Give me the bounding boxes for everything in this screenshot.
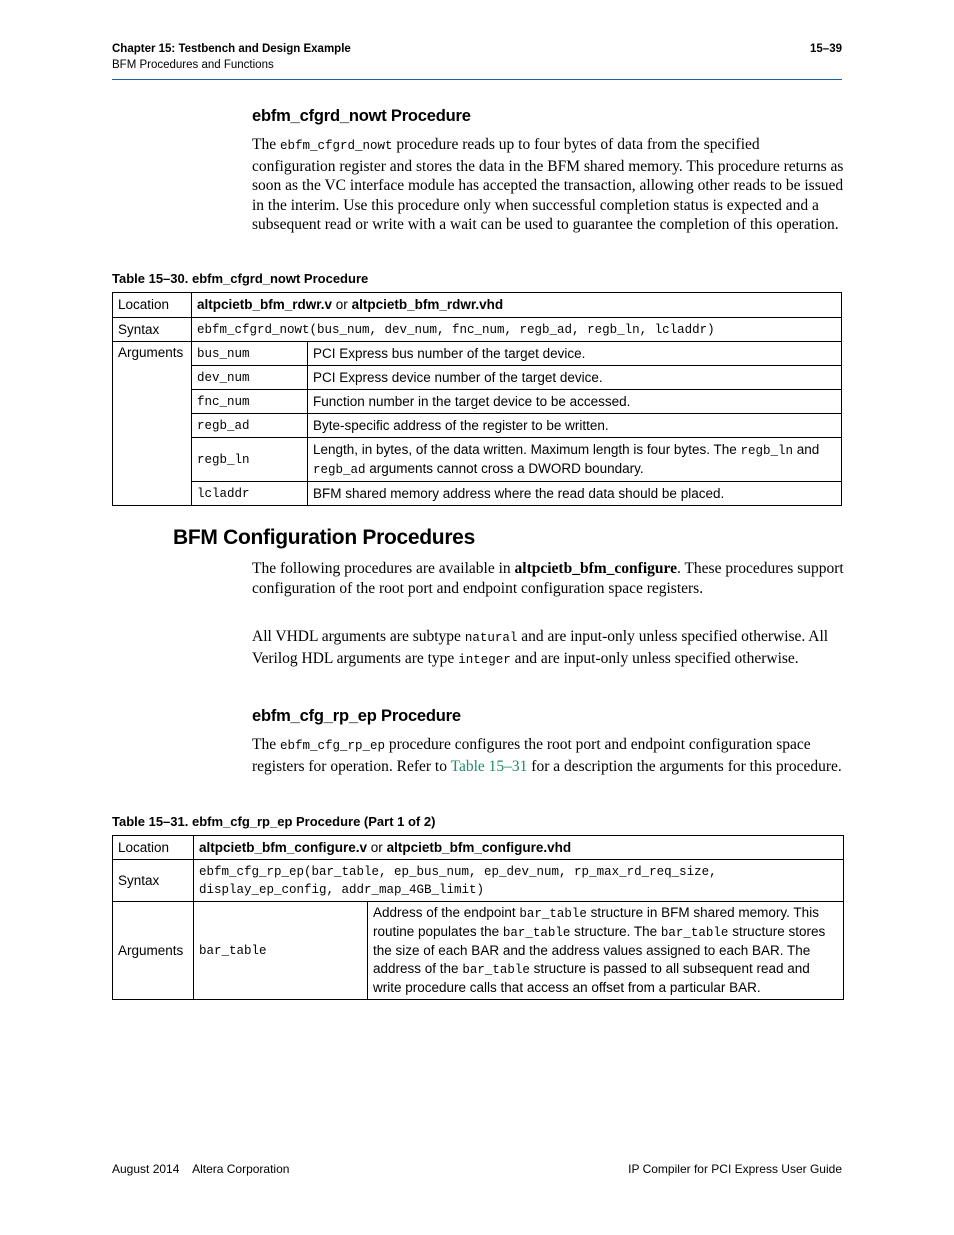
arg-desc	[368, 902, 844, 1000]
syntax-line: display_ep_config, addr_map_4GB_limit)	[199, 882, 485, 897]
arg-desc: Function number in the target device to be accessed.	[308, 390, 842, 414]
text-run: structure. The	[570, 924, 661, 939]
text-run: structure stores the size of each BAR and the address values assigned to each BAR. The address of the	[373, 924, 826, 976]
inline-code: integer	[458, 652, 511, 667]
inline-code: bar_table	[502, 926, 571, 940]
syntax-value	[194, 860, 844, 902]
table-caption-15-31: Table 15–31. ebfm_cfg_rp_ep Procedure (Part 1 of 2)	[112, 814, 436, 829]
text-run: Address of the endpoint	[373, 905, 520, 920]
text-run: structure is passed to all subsequent read and write procedure calls that access an offset from a particular BAR.	[373, 961, 810, 995]
text-run: or	[367, 839, 387, 855]
bfm-config-paragraph-1	[252, 559, 844, 598]
table-row	[113, 342, 842, 366]
table-row	[113, 390, 842, 414]
location-file-v: altpcietb_bfm_rdwr.v	[197, 297, 333, 312]
heading-cfg-rp-ep: ebfm_cfg_rp_ep Procedure	[252, 707, 461, 725]
text-run: procedure configures the root port and endpoint configuration space registers for operation. Refer to	[252, 736, 811, 775]
arg-name: bus_num	[192, 342, 308, 366]
table-link[interactable]: Table 15–31	[450, 757, 528, 775]
text-run: arguments cannot cross a DWORD boundary.	[365, 460, 644, 476]
page-header	[112, 43, 842, 80]
arg-desc: Byte-specific address of the register to be written.	[308, 414, 842, 438]
syntax-label: Syntax	[113, 318, 192, 342]
text-run: The	[252, 736, 280, 753]
heading-cfgrd-nowt: ebfm_cfgrd_nowt Procedure	[252, 107, 471, 125]
cfg-rp-ep-paragraph	[252, 735, 844, 776]
inline-code: natural	[464, 631, 518, 645]
inline-code: bar_table	[462, 963, 530, 977]
arguments-label: Arguments	[113, 902, 194, 1000]
table-row	[113, 318, 842, 342]
text-run: All VHDL arguments are subtype	[252, 628, 465, 645]
heading-bfm-configuration: BFM Configuration Procedures	[173, 526, 475, 549]
bold-term: altpcietb_bfm_configure	[514, 560, 677, 577]
syntax-value: ebfm_cfgrd_nowt(bus_num, dev_num, fnc_num, regb_ad, regb_ln, lcladdr)	[192, 318, 842, 342]
arg-name: bar_table	[194, 902, 368, 1000]
syntax-label: Syntax	[113, 860, 194, 902]
text-run: and are input-only unless specified otherwise.	[510, 649, 799, 667]
arg-name: lcladdr	[192, 482, 308, 506]
table-15-31	[112, 835, 844, 1000]
text-run: and are input-only unless specified otherwise. All Verilog HDL arguments are type	[252, 628, 829, 667]
inline-code: ebfm_cfg_rp_ep	[279, 739, 386, 753]
section-name: BFM Procedures and Functions	[112, 59, 274, 71]
text-run: The	[252, 136, 280, 153]
cfgrd-nowt-paragraph	[252, 135, 844, 235]
arg-name: dev_num	[192, 366, 308, 390]
arg-name: regb_ln	[192, 438, 308, 482]
text-run: Length, in bytes, of the data written. Maximum length is four bytes. The	[313, 441, 741, 457]
text-run: procedure reads up to four bytes of data from the specified configuration register and stores the data in the BFM shared memory. This procedure returns as soon as the VC interface module has accepted the transaction, allowing other reads to be issued in the interim. Use this procedure only when successful completion status is expected and a subsequent read or write with a wait can be used to guarantee the completion of this operation.	[252, 136, 844, 234]
table-row	[113, 902, 844, 1000]
chapter-title: Chapter 15: Testbench and Design Example	[112, 43, 351, 55]
footer-right: IP Compiler for PCI Express User Guide	[628, 1162, 842, 1176]
table-row	[113, 293, 842, 318]
syntax-line: ebfm_cfg_rp_ep(bar_table, ep_bus_num, ep_dev_num, rp_max_rd_req_size,	[199, 864, 717, 879]
arg-desc: PCI Express device number of the target device.	[308, 366, 842, 390]
arg-desc: BFM shared memory address where the read data should be placed.	[308, 482, 842, 506]
inline-code: regb_ad	[313, 462, 366, 477]
table-row	[113, 860, 844, 902]
page-number: 15–39	[810, 43, 842, 55]
bfm-config-paragraph-2	[252, 627, 844, 670]
table-15-30	[112, 292, 842, 506]
location-label: Location	[113, 836, 194, 860]
text-run: or	[332, 297, 352, 312]
table-row	[113, 482, 842, 506]
arg-desc	[308, 438, 842, 482]
footer-left: August 2014 Altera Corporation	[112, 1162, 290, 1176]
location-file-vhd: altpcietb_bfm_rdwr.vhd	[351, 297, 504, 312]
arg-desc: PCI Express bus number of the target device.	[308, 342, 842, 366]
text-run: structure in BFM shared memory. This routine populates the	[373, 905, 819, 939]
inline-code: bar_table	[519, 907, 587, 921]
location-file-vhd: altpcietb_bfm_configure.vhd	[386, 839, 572, 855]
inline-code: ebfm_cfgrd_nowt	[279, 139, 393, 153]
arg-name: regb_ad	[192, 414, 308, 438]
text-run: . These procedures support configuration of the root port and endpoint configuration space registers.	[252, 560, 844, 597]
table-row	[113, 438, 842, 482]
inline-code: bar_table	[660, 926, 729, 940]
location-label: Location	[113, 293, 192, 318]
text-run: The following procedures are available in	[252, 560, 515, 577]
table-row	[113, 366, 842, 390]
inline-code: regb_ln	[740, 443, 793, 458]
text-run: and	[793, 441, 820, 457]
table-row	[113, 836, 844, 860]
location-file-v: altpcietb_bfm_configure.v	[199, 839, 368, 855]
text-run: for a description the arguments for this procedure.	[527, 757, 842, 775]
table-caption-15-30: Table 15–30. ebfm_cfgrd_nowt Procedure	[112, 271, 369, 286]
arguments-label: Arguments	[113, 342, 192, 506]
location-value	[192, 293, 842, 318]
arg-name: fnc_num	[192, 390, 308, 414]
location-value	[194, 836, 844, 860]
table-row	[113, 414, 842, 438]
